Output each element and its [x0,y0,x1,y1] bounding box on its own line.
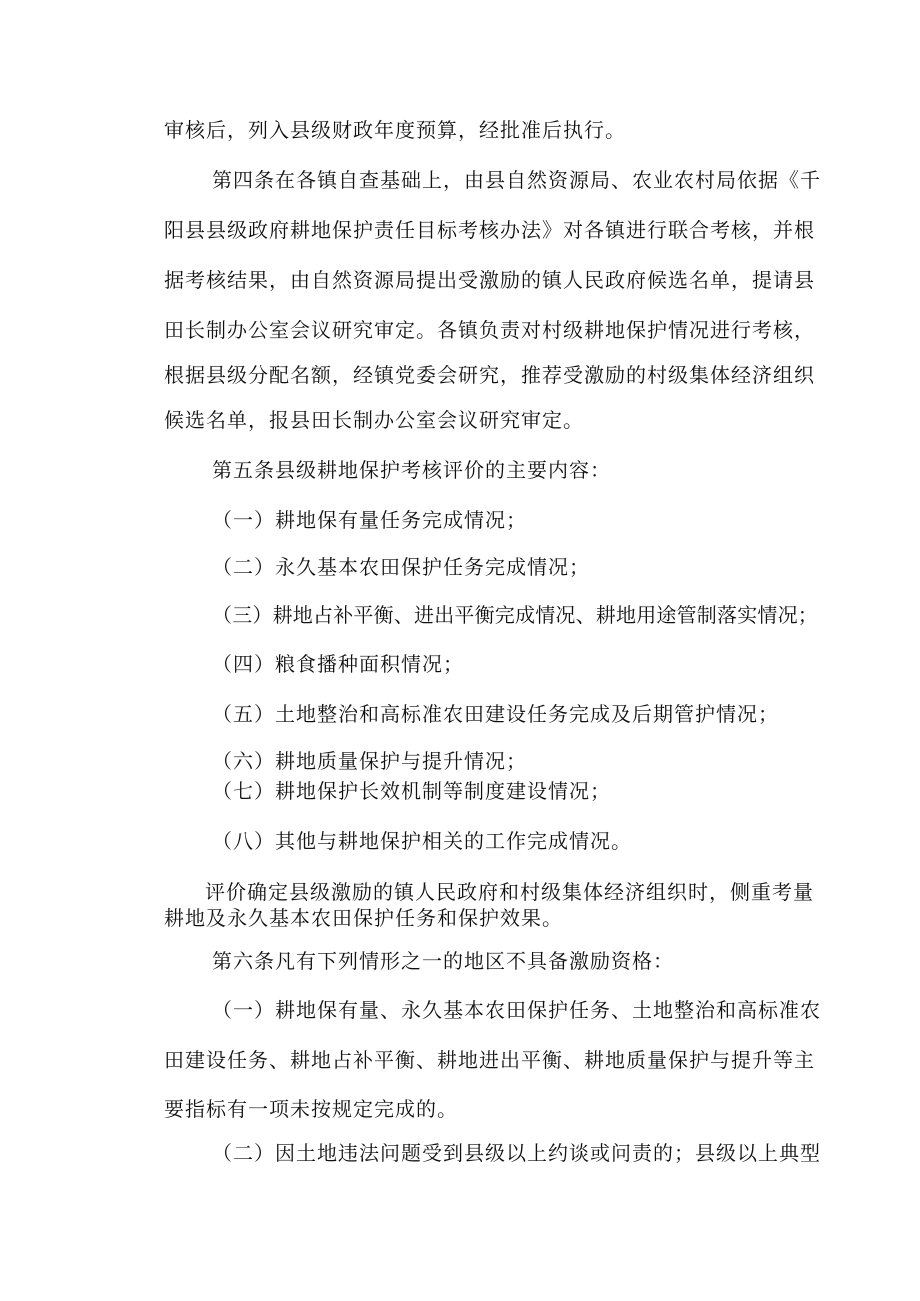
text-line: 评价确定县级激励的镇人民政府和村级集体经济组织时，侧重考量 [205,880,814,904]
text-line: 根据县级分配名额，经镇党委会研究，推荐受激励的村级集体经济组织 [164,363,815,387]
list-item: （四）粮食播种面积情况； [212,652,464,676]
list-item: （二）永久基本农田保护任务完成情况； [212,555,590,579]
text-line: 田长制办公室会议研究审定。各镇负责对村级耕地保护情况进行考核， [164,318,815,342]
text-line: 第五条县级耕地保护考核评价的主要内容： [212,458,611,482]
list-item: （二）因土地违法问题受到县级以上约谈或问责的；县级以上典型 [212,1141,821,1165]
list-item: （八）其他与耕地保护相关的工作完成情况。 [212,829,632,853]
list-item: （一）耕地保有量、永久基本农田保护任务、土地整治和高标准农 [212,998,821,1022]
text-line: 田建设任务、耕地占补平衡、耕地进出平衡、耕地质量保护与提升等主 [164,1048,815,1072]
text-line: 审核后，列入县级财政年度预算，经批准后执行。 [164,118,626,142]
list-item: （一）耕地保有量任务完成情况； [212,508,527,532]
list-item: （六）耕地质量保护与提升情况； [212,749,527,773]
list-item: （七）耕地保护长效机制等制度建设情况； [212,779,611,803]
text-line: 要指标有一项未按规定完成的。 [164,1097,458,1121]
text-line: 耕地及永久基本农田保护任务和保护效果。 [164,906,563,930]
text-line: 候选名单，报县田长制办公室会议研究审定。 [164,408,584,432]
text-line: 据考核结果，由自然资源局提出受激励的镇人民政府候选名单，提请县 [164,268,815,292]
list-item: （三）耕地占补平衡、进出平衡完成情况、耕地用途管制落实情况； [212,603,818,627]
text-line: 阳县县级政府耕地保护责任目标考核办法》对各镇进行联合考核，并根 [164,218,815,242]
list-item: （五）土地整治和高标准农田建设任务完成及后期管护情况； [212,702,779,726]
text-line: 第四条在各镇自查基础上，由县自然资源局、农业农村局依据《千 [212,168,821,192]
text-line: 第六条凡有下列情形之一的地区不具备激励资格： [212,949,674,973]
